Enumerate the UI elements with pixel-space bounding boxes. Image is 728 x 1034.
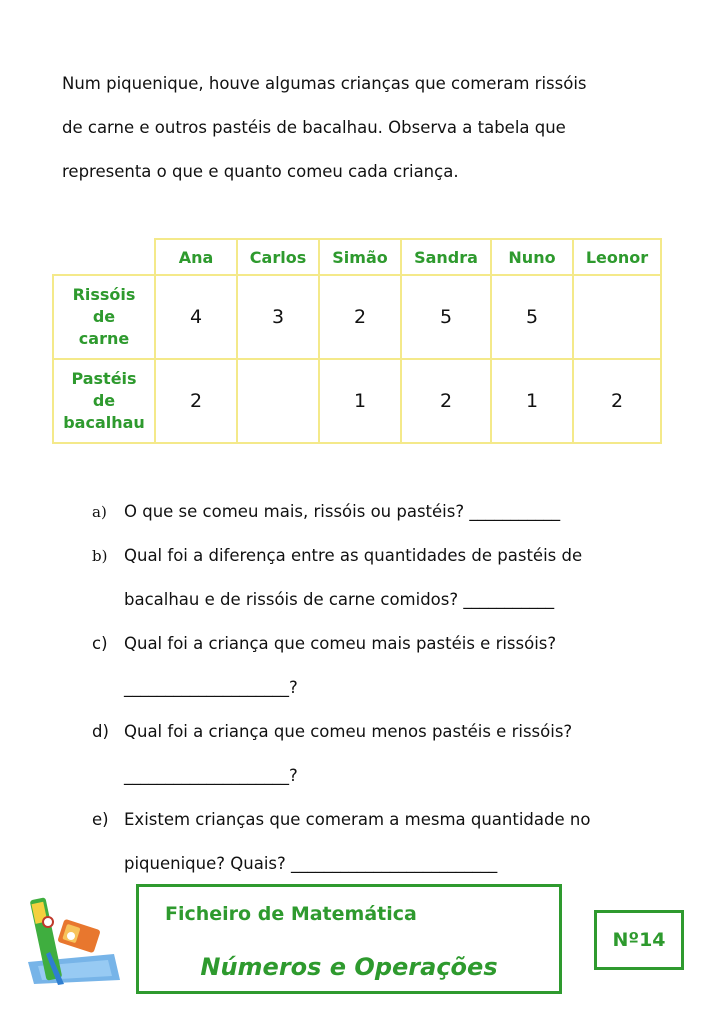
question-line: bacalhau e de rissóis de carne comidos? ___________	[124, 590, 555, 609]
intro-line-3: representa o que e quanto comeu cada criança.	[62, 162, 459, 181]
table-cell: 4	[155, 275, 237, 359]
column-header-sandra: Sandra	[401, 239, 491, 275]
question-line: ____________________?	[124, 678, 298, 697]
row-label-line: Pastéis	[71, 369, 137, 388]
table-cell: 5	[491, 275, 573, 359]
consumption-table	[52, 238, 662, 444]
question-label: b)	[92, 547, 108, 565]
question-line: O que se comeu mais, rissóis ou pastéis? ___________	[124, 502, 561, 521]
table-cell: 1	[319, 359, 401, 443]
question-e	[92, 798, 668, 886]
question-b	[92, 534, 668, 622]
footer-title-box	[136, 884, 562, 994]
table-cell	[237, 359, 319, 443]
column-header-leonor: Leonor	[573, 239, 661, 275]
question-d	[92, 710, 668, 798]
column-header-nuno: Nuno	[491, 239, 573, 275]
table-cell: 2	[573, 359, 661, 443]
table-corner	[53, 239, 155, 275]
row-label-line: carne	[78, 329, 130, 348]
question-a	[92, 490, 668, 534]
intro-line-2: de carne e outros pastéis de bacalhau. Observa a tabela que	[62, 118, 566, 137]
row-label-line: de	[92, 307, 116, 326]
row-label-line: de	[92, 391, 116, 410]
footer-subtitle: Números e Operações	[200, 953, 498, 981]
question-label: a)	[92, 503, 107, 521]
question-label: e)	[92, 810, 109, 829]
column-header-carlos: Carlos	[237, 239, 319, 275]
table-cell	[573, 275, 661, 359]
question-text	[124, 534, 668, 622]
row-label-line: Rissóis	[72, 285, 136, 304]
table-cell: 1	[491, 359, 573, 443]
table-cell: 2	[155, 359, 237, 443]
table-row	[53, 359, 661, 443]
school-supplies-icon	[24, 892, 122, 986]
table-header-row	[53, 239, 661, 275]
footer-title: Ficheiro de Matemática	[165, 903, 417, 925]
worksheet-number: Nº14	[594, 910, 684, 970]
question-text	[124, 710, 668, 798]
intro-line-1: Num piquenique, houve algumas crianças que comeram rissóis	[62, 74, 587, 93]
question-text	[124, 798, 668, 886]
column-header-simao: Simão	[319, 239, 401, 275]
question-line: ____________________?	[124, 766, 298, 785]
table-cell: 2	[401, 359, 491, 443]
intro-paragraph	[62, 62, 668, 194]
row-label-rissois	[53, 275, 155, 359]
question-line: piquenique? Quais? _________________________	[124, 854, 498, 873]
question-text	[124, 490, 668, 534]
question-text	[124, 622, 668, 710]
question-c	[92, 622, 668, 710]
table-row	[53, 275, 661, 359]
table-cell: 2	[319, 275, 401, 359]
question-label: c)	[92, 634, 108, 653]
question-label: d)	[92, 722, 109, 741]
table-cell: 3	[237, 275, 319, 359]
column-header-ana: Ana	[155, 239, 237, 275]
question-list	[92, 490, 668, 886]
row-label-pasteis	[53, 359, 155, 443]
question-line: Qual foi a criança que comeu mais pastéis e rissóis?	[124, 634, 557, 653]
question-line: Qual foi a criança que comeu menos pastéis e rissóis?	[124, 722, 573, 741]
question-line: Existem crianças que comeram a mesma quantidade no	[124, 810, 591, 829]
table-cell: 5	[401, 275, 491, 359]
question-line: Qual foi a diferença entre as quantidades de pastéis de	[124, 546, 583, 565]
row-label-line: bacalhau	[63, 413, 145, 432]
